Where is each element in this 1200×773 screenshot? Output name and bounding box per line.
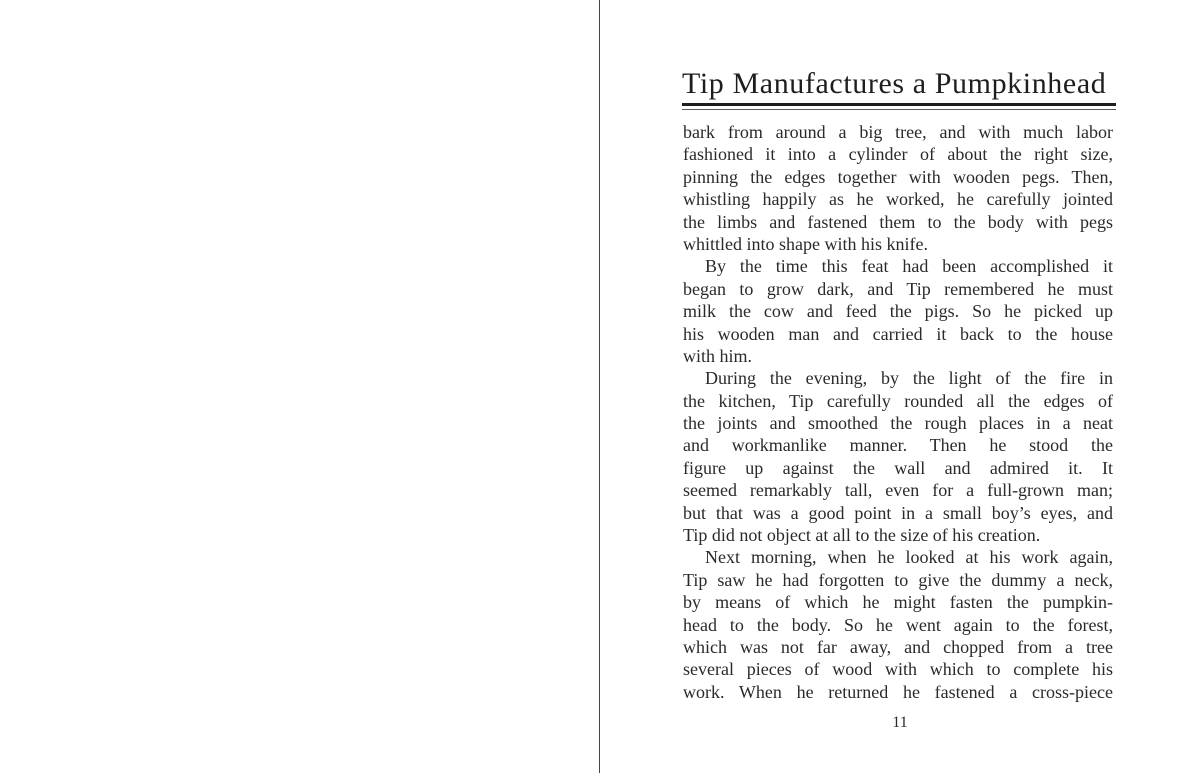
text-line: work. When he returned he fastened a cross-piece [683,681,1113,702]
text-line: During the evening, by the light of the fire in [705,368,1113,389]
page-number: 11 [892,714,908,731]
text-line: By the time this feat had been accomplished it [705,256,1113,277]
running-head: Tip Manufactures a Pumpkinhead [682,67,1107,100]
text-line: whistling happily as he worked, he carefully jointed [683,189,1113,210]
text-line: with him. [683,345,753,366]
text-line: figure up against the wall and admired it. It [683,457,1113,478]
text-line: the joints and smoothed the rough places in a neat [683,413,1113,434]
text-line: the kitchen, Tip carefully rounded all the edges of [683,390,1113,411]
head-rule-thick [682,103,1116,106]
text-line: which was not far away, and chopped from a tree [683,636,1113,657]
text-line: several pieces of wood with which to complete his [683,659,1113,680]
left-page-blank [0,0,599,773]
text-line: and workmanlike manner. Then he stood the [683,435,1113,456]
right-page [600,0,1200,773]
text-line: head to the body. So he went again to the forest, [683,614,1113,635]
head-rule-thin [682,109,1116,110]
text-line: Tip did not object at all to the size of his creation. [683,525,1041,546]
text-line: Tip saw he had forgotten to give the dummy a neck, [683,569,1113,590]
text-line: pinning the edges together with wooden pegs. Then, [683,166,1113,187]
text-line: the limbs and fastened them to the body with pegs [683,211,1113,232]
text-line: fashioned it into a cylinder of about the right size, [683,144,1113,165]
text-line: milk the cow and feed the pigs. So he picked up [683,301,1113,322]
body-text [683,121,1113,703]
text-line: by means of which he might fasten the pumpkin- [683,592,1113,613]
text-line: Next morning, when he looked at his work again, [705,547,1113,568]
text-line: began to grow dark, and Tip remembered he must [683,278,1113,299]
text-line: bark from around a big tree, and with much labor [683,122,1113,142]
text-line: his wooden man and carried it back to the house [683,323,1113,344]
text-line: seemed remarkably tall, even for a full-grown man; [683,480,1113,501]
text-line: whittled into shape with his knife. [683,233,928,254]
text-line: but that was a good point in a small boy’s eyes, and [683,502,1113,523]
